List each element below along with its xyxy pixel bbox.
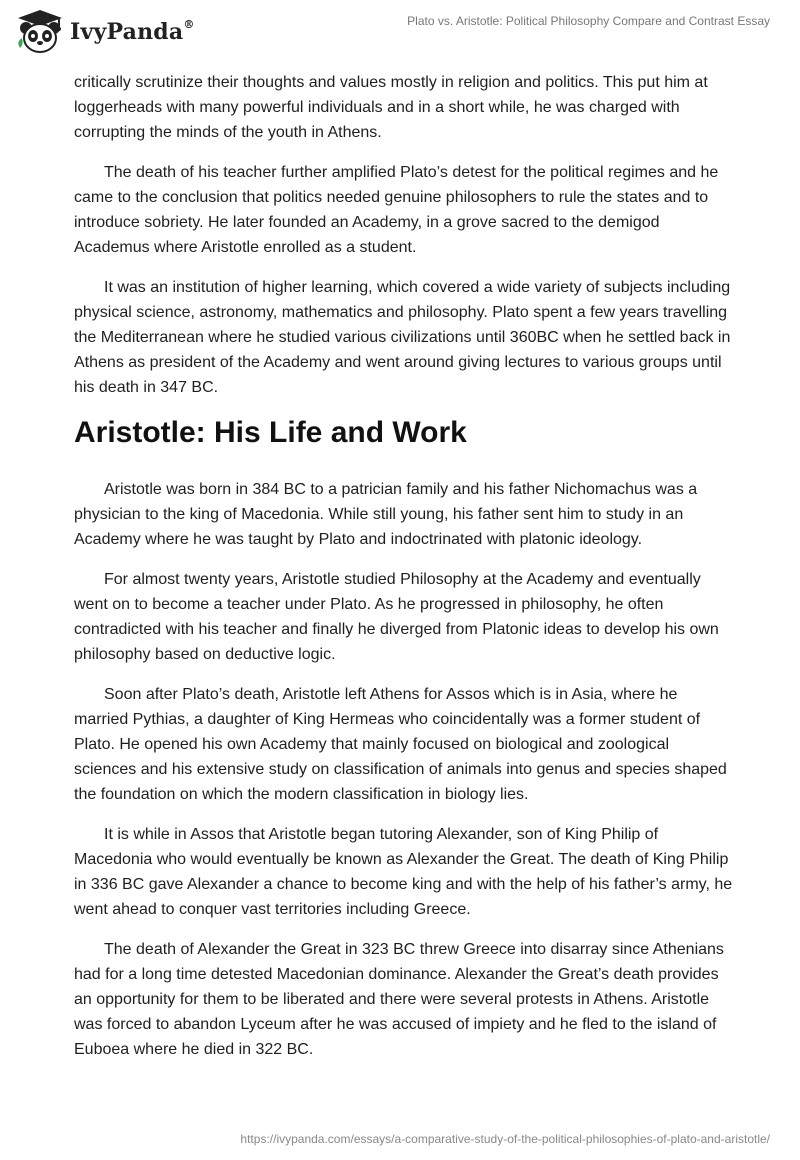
paragraph: The death of Alexander the Great in 323 BC threw Greece into disarray since Athenians had for a long time detested Macedonian dominance. Alexander the Great’s death provides an opportunity for them to be liberated and there were several protests in Athens. Aristotle was forced to abandon Lyceum after he was accused of impiety and he fled to the island of Euboea where he died in 322 BC. bbox=[74, 941, 724, 1058]
paragraph: The death of his teacher further amplified Plato’s detest for the political regimes and he came to the conclusion that politics needed genuine philosophers to rule the states and to introduce sobriety. He later founded an Academy, in a grove sacred to the demigod Academus where Aristotle enrolled as a student. bbox=[74, 164, 719, 256]
panda-logo-icon bbox=[14, 8, 66, 56]
source-url[interactable]: https://ivypanda.com/essays/a-comparative-study-of-the-political-philosophies-of-plato-and-aristotle/ bbox=[240, 1132, 770, 1146]
article-body bbox=[74, 70, 734, 1077]
paragraph: It was an institution of higher learning, which covered a wide variety of subjects including physical science, astronomy, mathematics and philosophy. Plato spent a few years travelling the Mediterranean where he studied various civilizations until 360BC when he settled back in Athens as president of the Academy and went around giving lectures to various groups until his death in 347 BC. bbox=[74, 279, 731, 396]
paragraph: For almost twenty years, Aristotle studied Philosophy at the Academy and eventually went on to become a teacher under Plato. As he progressed in philosophy, he often contradicted with his teacher and finally he diverged from Platonic ideas to develop his own philosophy based on deductive logic. bbox=[74, 571, 719, 663]
paragraph: Aristotle was born in 384 BC to a patrician family and his father Nichomachus was a physician to the king of Macedonia. While still young, his father sent him to study in an Academy where he was taught by Plato and indoctrinated with platonic ideology. bbox=[74, 481, 698, 548]
document-title: Plato vs. Aristotle: Political Philosophy Compare and Contrast Essay bbox=[407, 14, 770, 28]
paragraph: It is while in Assos that Aristotle began tutoring Alexander, son of King Philip of Macedonia who would eventually be known as Alexander the Great. The death of King Philip in 336 BC gave Alexander a chance to become king and with the help of his father’s army, he went ahead to conquer vast territories including Greece. bbox=[74, 826, 733, 918]
paragraph: Soon after Plato’s death, Aristotle left Athens for Assos which is in Asia, where he married Pythias, a daughter of King Hermeas who coincidentally was a former student of Plato. He opened his own Academy that mainly focused on biological and zoological sciences and his extensive study on classification of animals into genus and species shaped the foundation on which the modern classification in biology lies. bbox=[74, 686, 727, 803]
paragraph: critically scrutinize their thoughts and values mostly in religion and politics. This put him at loggerheads with many powerful individuals and in a short while, he was charged with corrupting the minds of the youth in Athens. bbox=[74, 74, 708, 141]
page-header bbox=[0, 0, 800, 64]
section-heading: Aristotle: His Life and Work bbox=[74, 416, 467, 449]
brand-name: IvyPanda® bbox=[70, 17, 195, 45]
brand-logo[interactable] bbox=[14, 8, 195, 56]
